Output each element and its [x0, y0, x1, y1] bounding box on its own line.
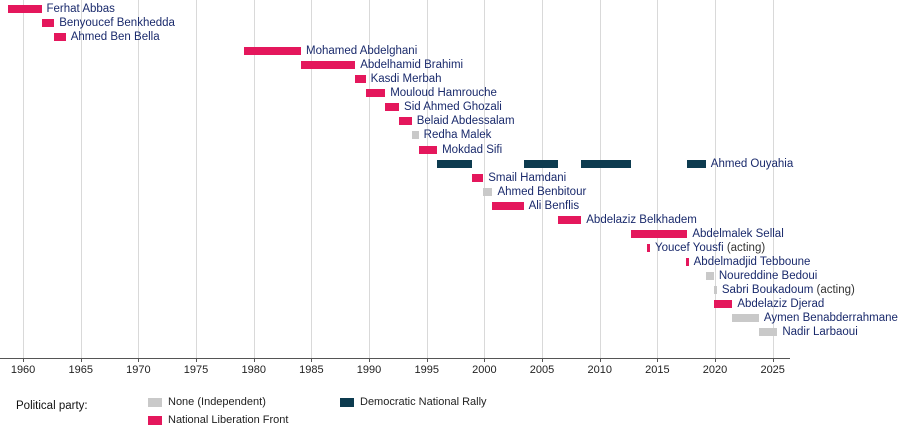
- timeline-bar-label: Ahmed Ben Bella: [70, 31, 160, 44]
- legend-item[interactable]: [340, 396, 487, 410]
- timeline-bar: [399, 117, 412, 125]
- legend: [0, 392, 900, 432]
- timeline-bar-label: Abdelaziz Belkhadem: [586, 213, 697, 226]
- x-tick-label: 1985: [299, 364, 324, 376]
- timeline-bar: [492, 202, 523, 210]
- gridline: [600, 0, 601, 358]
- x-tick-label: 2000: [472, 364, 497, 376]
- timeline-bar-label: Mouloud Hamrouche: [390, 87, 497, 100]
- timeline-bar: [437, 160, 472, 168]
- timeline-bar-label: Ali Benflis: [528, 199, 580, 212]
- timeline-bar: [732, 314, 759, 322]
- x-tick: [600, 358, 601, 362]
- timeline-bar-label: Benyoucef Benkhedda: [59, 17, 175, 30]
- x-tick-label: 2025: [760, 364, 785, 376]
- timeline-bar: [686, 258, 689, 266]
- timeline-bar-label: Abdelmalek Sellal: [692, 227, 784, 240]
- x-axis-line: [0, 358, 790, 359]
- timeline-bar: [524, 160, 559, 168]
- x-tick: [311, 358, 312, 362]
- timeline-bar-label: Mohamed Abdelghani: [306, 45, 418, 58]
- timeline-bar-label: Aymen Benabderrahmane: [763, 312, 898, 325]
- timeline-bar: [706, 272, 714, 280]
- timeline-bar: [54, 33, 66, 41]
- timeline-bar: [301, 61, 355, 69]
- gridline: [81, 0, 82, 358]
- x-tick: [484, 358, 485, 362]
- x-tick-label: 1995: [414, 364, 439, 376]
- timeline-bar: [366, 89, 386, 97]
- x-tick-label: 1970: [126, 364, 151, 376]
- x-tick: [23, 358, 24, 362]
- x-tick: [657, 358, 658, 362]
- timeline-bar: [647, 244, 650, 252]
- timeline-bar: [419, 146, 437, 154]
- timeline-bar-label: Noureddine Bedoui: [718, 269, 818, 282]
- legend-label: National Liberation Front: [168, 414, 289, 427]
- gridline: [138, 0, 139, 358]
- x-tick: [196, 358, 197, 362]
- gridline: [484, 0, 485, 358]
- timeline-bar-label: Kasdi Merbah: [370, 73, 442, 86]
- timeline-bar-label: Ferhat Abbas: [46, 3, 115, 15]
- timeline-bar: [412, 131, 419, 139]
- legend-label: Democratic National Rally: [360, 396, 487, 409]
- timeline-bar: [714, 300, 732, 308]
- x-tick-label: 1960: [10, 364, 36, 376]
- timeline-bar: [244, 47, 301, 55]
- timeline-bar-label: Youcef Yousfi (acting): [654, 241, 766, 254]
- legend-title: Political party:: [16, 400, 88, 412]
- x-tick-label: 2020: [702, 364, 728, 376]
- x-tick-label: 1975: [183, 364, 209, 376]
- legend-label: None (Independent): [168, 396, 266, 409]
- legend-swatch: [340, 398, 354, 407]
- timeline-bar-label: Belaid Abdessalam: [416, 115, 515, 128]
- timeline-bar-label: Mokdad Sifi: [442, 143, 503, 156]
- timeline-bar-label: Ahmed Benbitour: [497, 185, 587, 198]
- timeline-bar-label: Redha Malek: [423, 129, 492, 142]
- gridline: [427, 0, 428, 358]
- timeline-bar-label: Abdelhamid Brahimi: [360, 59, 464, 72]
- timeline-bar: [385, 103, 399, 111]
- timeline-bar: [687, 160, 705, 168]
- timeline-bar-label: Sabri Boukadoum (acting): [721, 284, 855, 296]
- gridline: [196, 0, 197, 358]
- legend-item[interactable]: [148, 414, 288, 428]
- timeline-bar-label: Nadir Larbaoui: [782, 326, 858, 339]
- x-tick-label: 2010: [587, 364, 612, 376]
- timeline-bar: [759, 328, 777, 336]
- x-tick-label: 1990: [356, 364, 382, 376]
- x-tick-label: 2015: [645, 364, 670, 376]
- timeline-bar-label: Abdelaziz Djerad: [737, 298, 825, 311]
- timeline-bar: [42, 19, 55, 27]
- timeline-bar: [8, 5, 41, 13]
- timeline-bar: [355, 75, 365, 83]
- timeline-bar: [472, 174, 484, 182]
- x-tick-label: 1980: [241, 364, 266, 376]
- x-tick: [138, 358, 139, 362]
- x-tick: [427, 358, 428, 362]
- timeline-bar-label: Ahmed Ouyahia: [710, 157, 794, 170]
- timeline-bar: [483, 188, 492, 196]
- x-tick-label: 2005: [529, 364, 555, 376]
- x-tick: [542, 358, 543, 362]
- timeline-bar-label: Abdelmadjid Tebboune: [693, 255, 811, 268]
- x-tick-label: 1965: [68, 364, 93, 376]
- x-tick: [254, 358, 255, 362]
- legend-swatch: [148, 398, 162, 407]
- timeline-bar: [581, 160, 631, 168]
- legend-item[interactable]: [148, 396, 266, 410]
- timeline-bar: [714, 286, 717, 294]
- timeline-bar: [558, 216, 581, 224]
- timeline-bar: [631, 230, 688, 238]
- timeline-bar-label: Sid Ahmed Ghozali: [404, 101, 502, 114]
- gridline: [657, 0, 658, 358]
- x-tick: [773, 358, 774, 362]
- x-tick: [81, 358, 82, 362]
- timeline-bar-label: Smail Hamdani: [488, 171, 567, 184]
- x-tick: [715, 358, 716, 362]
- legend-swatch: [148, 416, 162, 425]
- gridline: [23, 0, 24, 358]
- x-tick: [369, 358, 370, 362]
